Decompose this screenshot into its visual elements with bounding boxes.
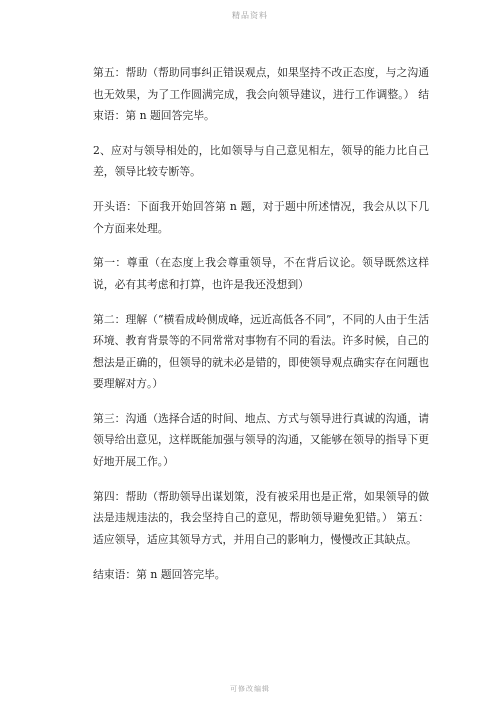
paragraph-fourth-help: 第四：帮助（帮助领导出谋划策，没有被采用也是正常，如果领导的做法是违规违法的，我会坚持自己的意见，帮助领导避免犯错。） 第五：适应领导，适应其领导方式，并用自己的影响力，慢慢改正其缺点。 (93, 489, 429, 546)
paragraph-third-communicate: 第三：沟通（选择合适的时间、地点、方式与领导进行真诚的沟通，请领导给出意见，这样既能加强与领导的沟通，又能够在领导的指导下更好地开展工作。） (93, 411, 429, 468)
document-body (93, 62, 429, 598)
paragraph-first-respect: 第一：尊重（在态度上我会尊重领导，不在背后议论。领导既然这样说，必有其考虑和打算，也许是我还没想到） (93, 256, 429, 291)
paragraph-question-2: 2、应对与领导相处的，比如领导与自己意见相左，领导的能力比自己差，领导比较专断等。 (93, 143, 429, 179)
page-header: 精品资料 (232, 11, 268, 20)
paragraph-second-understand: 第二：理解（“横看成岭侧成峰，远近高低各不同”，不同的人由于生活环境、教育背景等的不同常常对事物有不同的看法。许多时候，自己的想法是正确的，但领导的就未必是错的，即使领导观点确实存在问题也要理解对方。） (93, 312, 429, 391)
paragraph-opening: 开头语：下面我开始回答第 n 题，对于题中所述情况，我会从以下几个方面来处理。 (93, 200, 429, 235)
paragraph-fifth-help: 第五：帮助（帮助同事纠正错误观点，如果坚持不改正态度，与之沟通也无效果，为了工作圆满完成，我会向领导建议，进行工作调整。） 结束语：第 n 题回答完毕。 (93, 66, 429, 122)
paragraph-closing: 结束语：第 n 题回答完毕。 (93, 567, 226, 581)
page-footer: 可修改编辑 (230, 685, 270, 693)
